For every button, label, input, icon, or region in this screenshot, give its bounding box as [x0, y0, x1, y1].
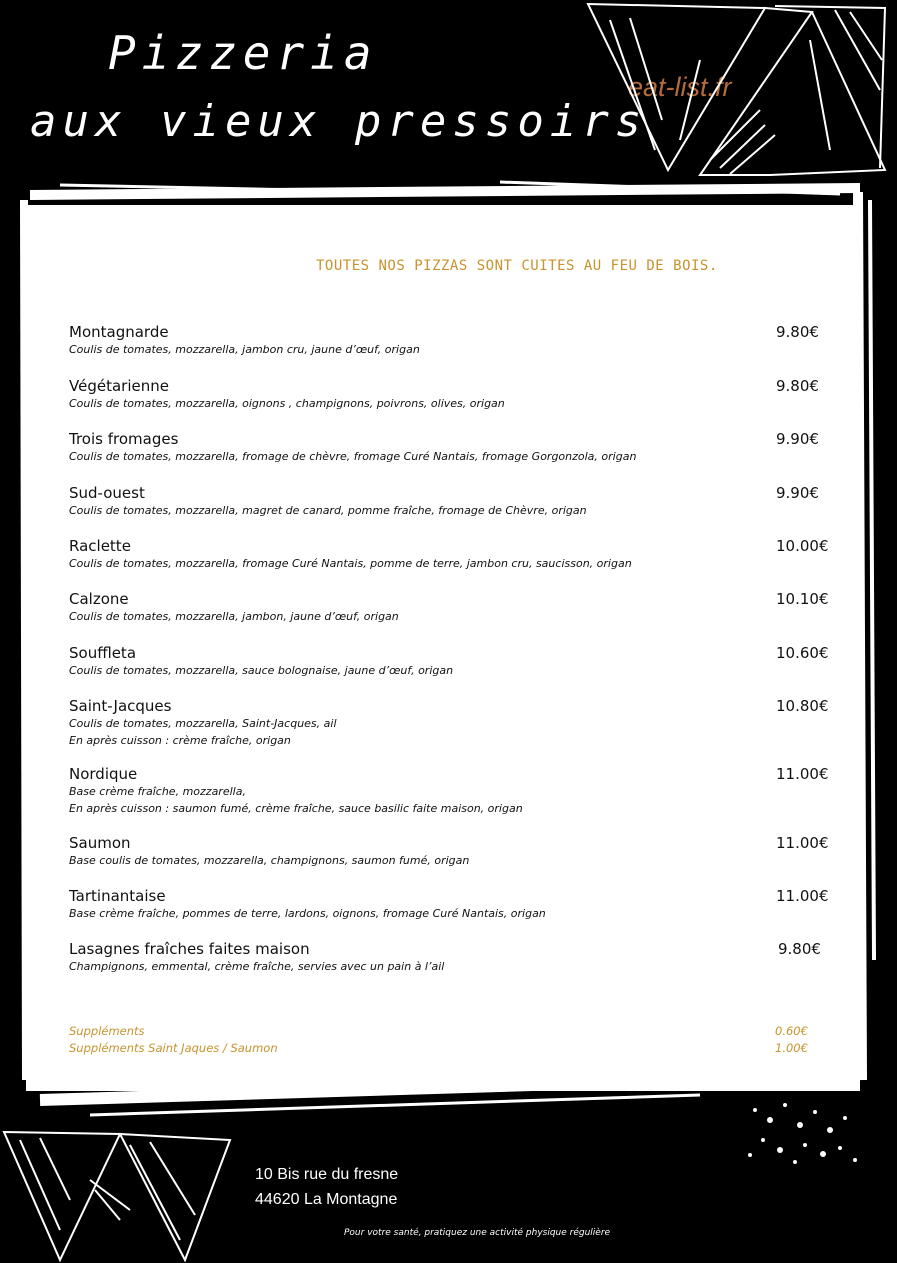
- item-price: 11.00€: [776, 887, 829, 905]
- item-description: Coulis de tomates, mozzarella, Saint-Jacques, ail: [69, 717, 337, 730]
- item-description: Coulis de tomates, mozzarella, sauce bolognaise, jaune d’œuf, origan: [69, 664, 454, 677]
- item-name: Raclette: [69, 537, 131, 555]
- item-description: Champignons, emmental, crème fraîche, servies avec un pain à l’ail: [69, 960, 445, 973]
- bunting-bottom-icon: [0, 1120, 240, 1263]
- address-city: 44620 La Montagne: [255, 1191, 398, 1208]
- watermark: eat-list.fr: [628, 72, 732, 102]
- item-price: 10.00€: [776, 537, 829, 555]
- item-description: Base crème fraîche, pommes de terre, lardons, oignons, fromage Curé Nantais, origan: [69, 907, 546, 920]
- item-name: Calzone: [69, 590, 129, 608]
- menu-item: [69, 430, 829, 465]
- health-notice: Pour votre santé, pratiquez une activité physique régulière: [344, 1228, 611, 1238]
- supplement-price: 1.00€: [775, 1041, 808, 1055]
- supplement-label: Suppléments Saint Jaques / Saumon: [69, 1041, 278, 1055]
- menu-item: [69, 697, 829, 749]
- supplement-label: Suppléments: [69, 1024, 145, 1038]
- item-description: Coulis de tomates, mozzarella, fromage de chèvre, fromage Curé Nantais, fromage Gorgonzola, origan: [69, 450, 637, 463]
- item-description: Coulis de tomates, mozzarella, oignons , champignons, poivrons, olives, origan: [69, 397, 505, 410]
- supplement-price: 0.60€: [775, 1024, 808, 1038]
- item-description: En après cuisson : saumon fumé, crème fraîche, sauce basilic faite maison, origan: [69, 802, 523, 815]
- title-line-2: aux vieux pressoirs: [30, 96, 648, 147]
- item-description: Coulis de tomates, mozzarella, magret de canard, pomme fraîche, fromage de Chèvre, origan: [69, 504, 587, 517]
- item-name: Souffleta: [69, 644, 137, 662]
- bunting-top-icon: [580, 0, 897, 180]
- menu-item: [69, 590, 829, 625]
- menu-item: [69, 644, 829, 679]
- item-description: En après cuisson : crème fraîche, origan: [69, 734, 291, 747]
- texture-icon: [735, 1090, 865, 1170]
- tagline: TOUTES NOS PIZZAS SONT CUITES AU FEU DE BOIS.: [316, 258, 718, 274]
- menu-item: [69, 887, 829, 922]
- menu-item: [69, 537, 829, 572]
- address-street: 10 Bis rue du fresne: [255, 1166, 399, 1183]
- item-description: Base crème fraîche, mozzarella,: [69, 785, 246, 798]
- item-description: Coulis de tomates, mozzarella, jambon, jaune d’œuf, origan: [69, 610, 399, 623]
- item-name: Lasagnes fraîches faites maison: [69, 940, 310, 958]
- item-description: Coulis de tomates, mozzarella, fromage Curé Nantais, pomme de terre, jambon cru, saucisson, origan: [69, 557, 632, 570]
- item-name: Végétarienne: [69, 377, 169, 395]
- item-price: 11.00€: [776, 834, 829, 852]
- item-price: 11.00€: [776, 765, 829, 783]
- item-price: 10.10€: [776, 590, 829, 608]
- menu-item: [69, 834, 829, 869]
- item-description: Coulis de tomates, mozzarella, jambon cru, jaune d’œuf, origan: [69, 343, 420, 356]
- item-name: Trois fromages: [69, 430, 179, 448]
- item-name: Saint-Jacques: [69, 697, 172, 715]
- item-price: 9.80€: [778, 940, 821, 958]
- menu-item: [69, 940, 829, 975]
- menu-item: [69, 323, 829, 358]
- item-price: 9.80€: [776, 377, 819, 395]
- item-price: 9.80€: [776, 323, 819, 341]
- item-name: Saumon: [69, 834, 131, 852]
- item-name: Montagnarde: [69, 323, 169, 341]
- item-price: 9.90€: [776, 430, 819, 448]
- item-price: 10.60€: [776, 644, 829, 662]
- menu-item: [69, 377, 829, 412]
- item-price: 9.90€: [776, 484, 819, 502]
- title-line-1: Pizzeria: [108, 26, 378, 80]
- item-description: Base coulis de tomates, mozzarella, champignons, saumon fumé, origan: [69, 854, 470, 867]
- item-name: Tartinantaise: [69, 887, 166, 905]
- menu-item: [69, 765, 829, 817]
- item-price: 10.80€: [776, 697, 829, 715]
- item-name: Nordique: [69, 765, 138, 783]
- item-name: Sud-ouest: [69, 484, 145, 502]
- menu-item: [69, 484, 829, 519]
